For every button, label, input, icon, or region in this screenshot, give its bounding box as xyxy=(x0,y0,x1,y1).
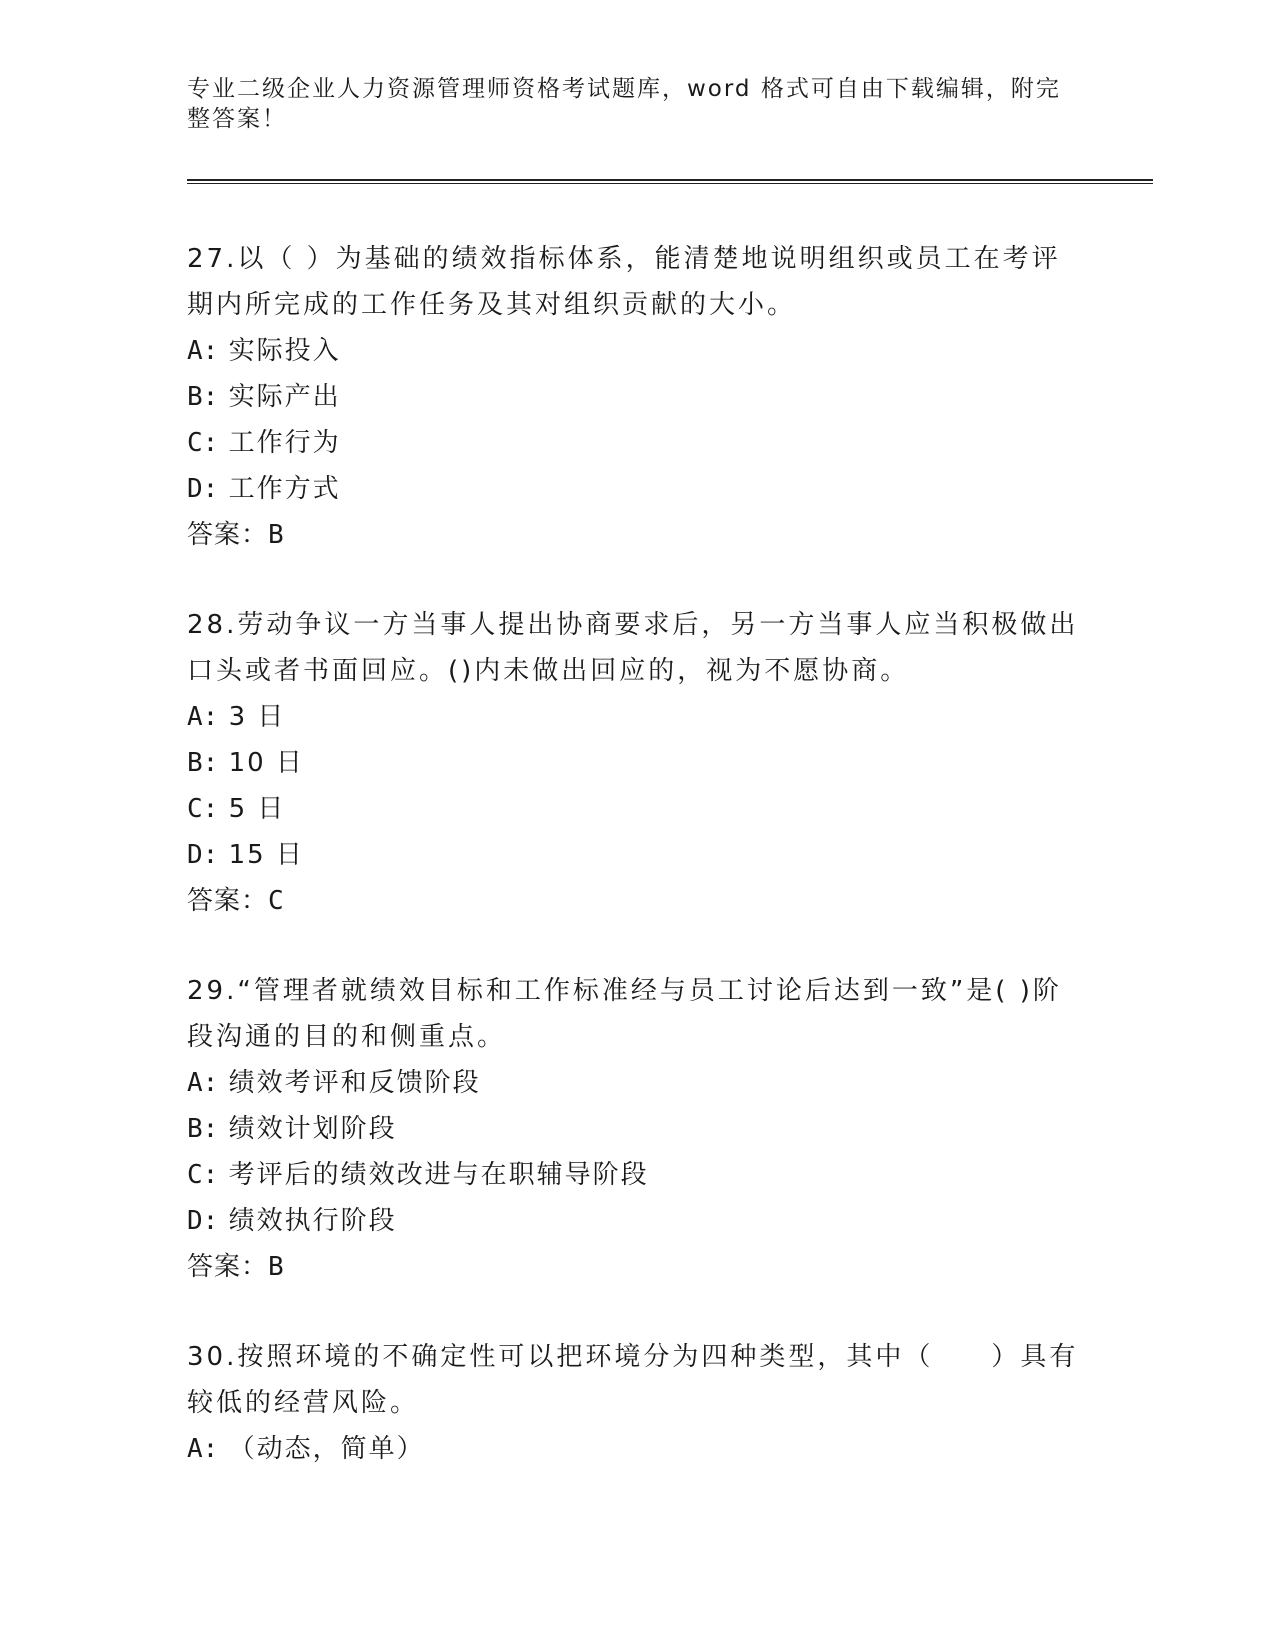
question-text: 27.以（ ）为基础的绩效指标体系，能清楚地说明组织或员工在考评期内所完成的工作任务及其对组织贡献的大小。 xyxy=(187,244,1061,320)
option-item xyxy=(187,328,1087,374)
option-text: 绩效执行阶段 xyxy=(228,1206,397,1236)
option-item xyxy=(187,1060,1087,1106)
option-text: 3 日 xyxy=(228,702,286,732)
answer-line xyxy=(187,1244,1087,1290)
option-text: 实际产出 xyxy=(228,382,341,412)
option-label: C: xyxy=(187,428,219,458)
option-label: A: xyxy=(187,1434,219,1464)
header-divider-thin xyxy=(187,183,1153,184)
answer-label: 答案： xyxy=(187,886,269,916)
option-label: C: xyxy=(187,1160,219,1190)
option-item xyxy=(187,1198,1087,1244)
option-item xyxy=(187,420,1087,466)
question-text: 29.“管理者就绩效目标和工作标准经与员工讨论后达到一致”是( )阶段沟通的目的和侧重点。 xyxy=(187,976,1062,1052)
option-item xyxy=(187,694,1087,740)
option-list xyxy=(187,328,1087,512)
option-label: A: xyxy=(187,336,219,366)
option-item xyxy=(187,466,1087,512)
question-block xyxy=(187,236,1087,558)
option-label: A: xyxy=(187,1068,219,1098)
option-text: 绩效计划阶段 xyxy=(228,1114,397,1144)
question-block xyxy=(187,1334,1087,1472)
option-text: 绩效考评和反馈阶段 xyxy=(228,1068,481,1098)
option-item xyxy=(187,786,1087,832)
option-label: D: xyxy=(187,474,219,504)
option-label: B: xyxy=(187,382,219,412)
option-label: B: xyxy=(187,748,219,778)
answer-line xyxy=(187,878,1087,924)
option-item xyxy=(187,374,1087,420)
answer-line xyxy=(187,512,1087,558)
option-list xyxy=(187,1060,1087,1244)
option-label: C: xyxy=(187,794,219,824)
option-text: 10 日 xyxy=(228,748,304,778)
question-text: 28.劳动争议一方当事人提出协商要求后，另一方当事人应当积极做出口头或者书面回应。()内未做出回应的，视为不愿协商。 xyxy=(187,610,1079,686)
option-text: 工作方式 xyxy=(228,474,341,504)
option-item xyxy=(187,740,1087,786)
option-label: D: xyxy=(187,840,219,870)
header-divider xyxy=(187,179,1153,181)
option-list xyxy=(187,1426,1087,1472)
answer-label: 答案： xyxy=(187,520,269,550)
option-item xyxy=(187,1106,1087,1152)
option-item xyxy=(187,1152,1087,1198)
answer-value: B xyxy=(268,520,285,550)
option-list xyxy=(187,694,1087,878)
answer-value: C xyxy=(268,886,285,916)
document-header: 专业二级企业人力资源管理师资格考试题库，word 格式可自由下载编辑，附完整答案！ xyxy=(187,76,1061,132)
question-list xyxy=(187,236,1087,1516)
option-text: 实际投入 xyxy=(228,336,341,366)
option-text: 考评后的绩效改进与在职辅导阶段 xyxy=(228,1160,649,1190)
answer-value: B xyxy=(268,1252,285,1282)
option-text: 5 日 xyxy=(228,794,286,824)
question-block xyxy=(187,968,1087,1290)
question-block xyxy=(187,602,1087,924)
option-label: A: xyxy=(187,702,219,732)
answer-label: 答案： xyxy=(187,1252,269,1282)
option-label: D: xyxy=(187,1206,219,1236)
option-label: B: xyxy=(187,1114,219,1144)
option-text: （动态，简单） xyxy=(228,1434,425,1464)
option-item xyxy=(187,832,1087,878)
option-text: 工作行为 xyxy=(228,428,341,458)
option-item xyxy=(187,1426,1087,1472)
question-text: 30.按照环境的不确定性可以把环境分为四种类型，其中（ ）具有较低的经营风险。 xyxy=(187,1342,1079,1418)
option-text: 15 日 xyxy=(228,840,304,870)
